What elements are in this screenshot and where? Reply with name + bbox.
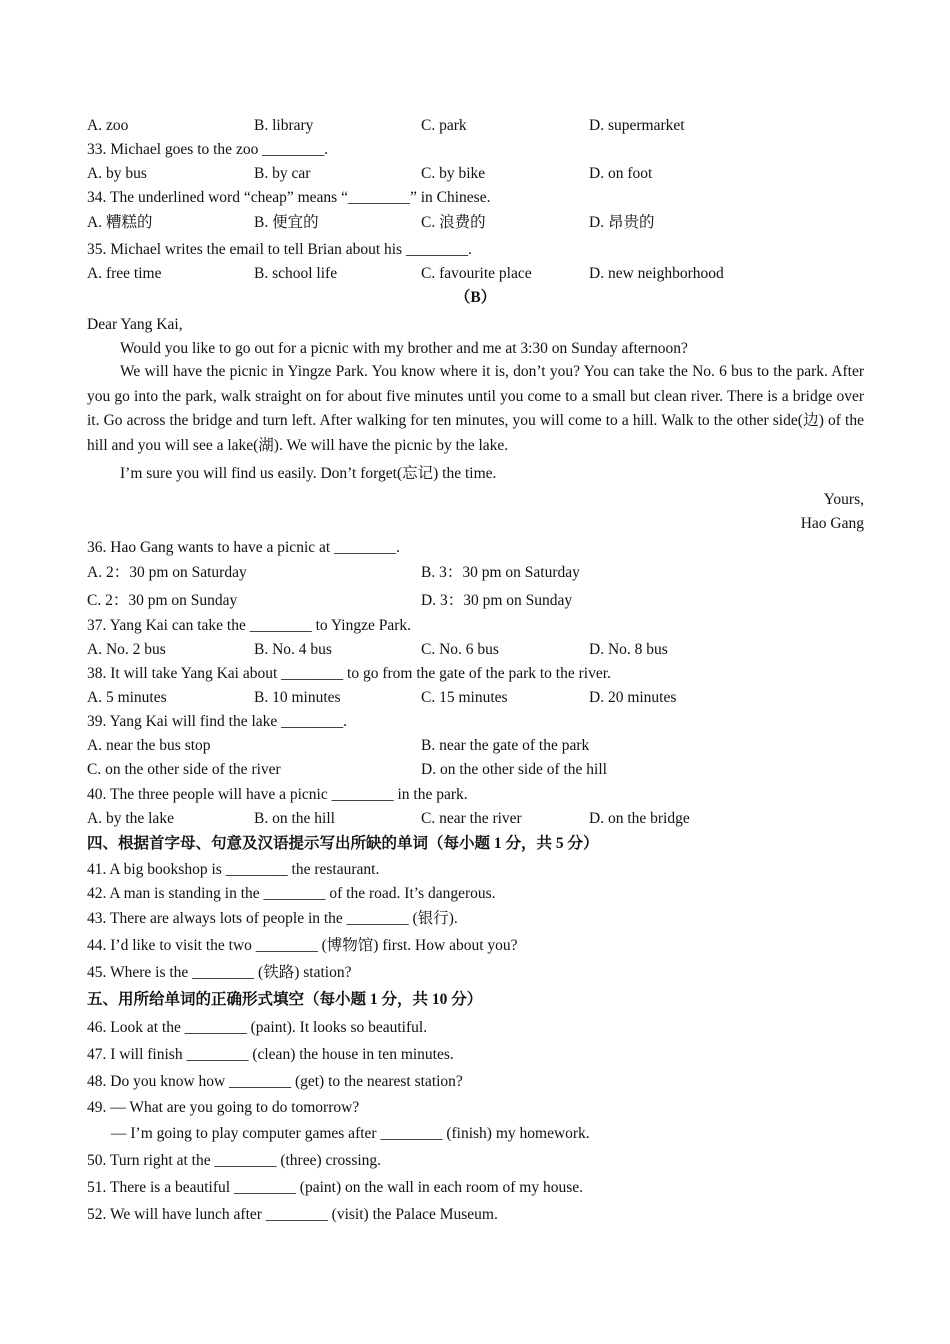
q35-stem: 35. Michael writes the email to tell Brian about his ________. [87,241,472,258]
option-a: A. by bus [87,165,147,182]
option-a: A. zoo [87,117,129,134]
q39-stem: 39. Yang Kai will find the lake ________. [87,713,348,730]
option-a: A. 2：30 pm on Saturday [87,564,247,581]
option-b: B. No. 4 bus [254,641,332,658]
q41: 41. A big bookshop is ________ the restaurant. [87,861,380,878]
option-a: A. 糟糕的 [87,214,153,231]
option-c: C. on the other side of the river [87,761,281,778]
q48: 48. Do you know how ________ (get) to the nearest station? [87,1073,463,1090]
option-c: C. near the river [421,810,522,827]
letter-paragraph-1: Would you like to go out for a picnic with my brother and me at 3:30 on Sunday afternoon? [120,340,688,357]
option-c: C. park [421,117,467,134]
letter-greeting: Dear Yang Kai, [87,316,183,333]
option-b: B. school life [254,265,338,282]
option-b: B. 10 minutes [254,689,341,706]
option-a: A. free time [87,265,162,282]
option-b: B. 便宜的 [254,214,319,231]
option-b: B. by car [254,165,311,182]
option-d: D. new neighborhood [589,265,724,282]
q33-stem: 33. Michael goes to the zoo ________. [87,141,329,158]
q42: 42. A man is standing in the ________ of the road. It’s dangerous. [87,885,496,902]
option-c: C. favourite place [421,265,532,282]
q40-stem: 40. The three people will have a picnic ________ in the park. [87,786,468,803]
option-d: D. supermarket [589,117,685,134]
letter-paragraph-2: We will have the picnic in Yingze Park. You know where it is, don’t you? You can take the No. 6 bus to the park. After you go into the park, walk straight on for about five minutes until you come to a small but clean river. There is a bridge over it. Go across the bridge and turn left. After walking for ten minutes, you will come to a hill. Walk to the other side(边) of the hill and you will see a lake(湖). We will have the picnic by the lake. [87,363,864,454]
q51: 51. There is a beautiful ________ (paint) on the wall in each room of my house. [87,1179,584,1196]
option-c: C. 2：30 pm on Sunday [87,592,238,609]
option-d: D. on foot [589,165,653,182]
option-b: B. library [254,117,314,134]
option-d: D. on the bridge [589,810,690,827]
section-5-heading: 五、用所给单词的正确形式填空（每小题 1 分，共 10 分） [87,991,483,1008]
option-a: A. by the lake [87,810,174,827]
option-c: C. 浪费的 [421,214,486,231]
q52: 52. We will have lunch after ________ (visit) the Palace Museum. [87,1206,498,1223]
q37-stem: 37. Yang Kai can take the ________ to Yingze Park. [87,617,412,634]
q34-stem: 34. The underlined word “cheap” means “________” in Chinese. [87,189,491,206]
option-d: D. 3：30 pm on Sunday [421,592,573,609]
option-b: B. on the hill [254,810,335,827]
q47: 47. I will finish ________ (clean) the house in ten minutes. [87,1046,454,1063]
q38-stem: 38. It will take Yang Kai about ________ to go from the gate of the park to the river. [87,665,611,682]
option-d: D. 昂贵的 [589,214,655,231]
q49-line-2: — I’m going to play computer games after ________ (finish) my homework. [111,1125,590,1142]
q43: 43. There are always lots of people in the ________ (银行). [87,910,458,927]
option-c: C. No. 6 bus [421,641,499,658]
option-b: B. 3：30 pm on Saturday [421,564,580,581]
option-d: D. No. 8 bus [589,641,668,658]
section-b-heading: （B） [454,289,497,306]
section-4-heading: 四、根据首字母、句意及汉语提示写出所缺的单词（每小题 1 分，共 5 分） [87,835,599,852]
letter-signature: Hao Gang [800,515,864,532]
q36-stem: 36. Hao Gang wants to have a picnic at ________. [87,539,400,556]
q45: 45. Where is the ________ (铁路) station? [87,964,352,981]
letter-paragraph-3: I’m sure you will find us easily. Don’t forget(忘记) the time. [120,465,497,482]
option-b: B. near the gate of the park [421,737,590,754]
q46: 46. Look at the ________ (paint). It looks so beautiful. [87,1019,428,1036]
option-a: A. 5 minutes [87,689,167,706]
q44: 44. I’d like to visit the two ________ (博物馆) first. How about you? [87,937,518,954]
q50: 50. Turn right at the ________ (three) crossing. [87,1152,382,1169]
letter-closing: Yours, [823,491,864,508]
option-c: C. by bike [421,165,486,182]
option-a: A. near the bus stop [87,737,211,754]
option-d: D. on the other side of the hill [421,761,607,778]
option-a: A. No. 2 bus [87,641,166,658]
option-c: C. 15 minutes [421,689,508,706]
q49-line-1: 49. — What are you going to do tomorrow? [87,1099,360,1116]
option-d: D. 20 minutes [589,689,677,706]
